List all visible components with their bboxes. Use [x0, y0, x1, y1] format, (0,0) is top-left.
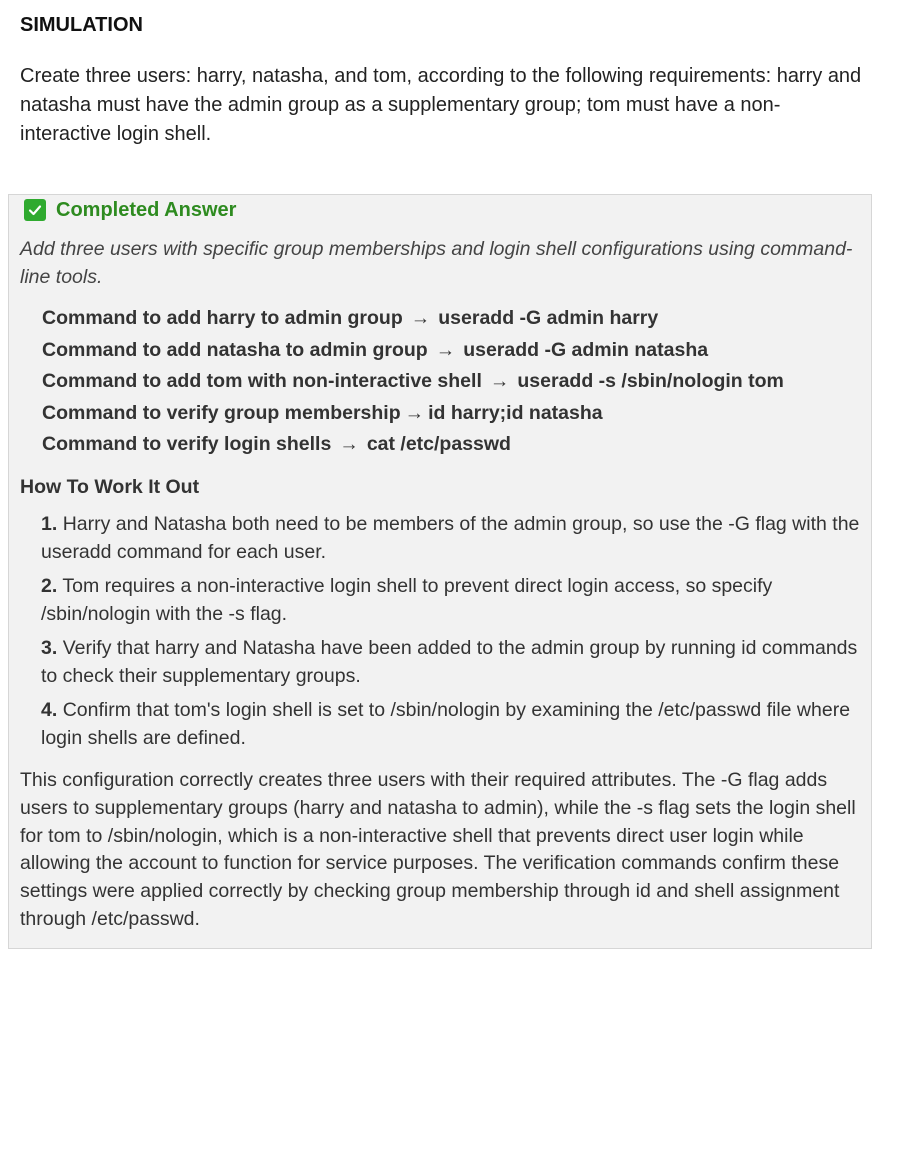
step-text: Confirm that tom's login shell is set to /sbin/nologin by examining the /etc/passwd file where login shells are defined. — [41, 699, 851, 749]
command-label: Command to add tom with non-interactive shell — [42, 370, 482, 392]
arrow-icon: → — [410, 307, 431, 329]
command-text: useradd -s /sbin/nologin tom — [517, 370, 784, 392]
command-label: Command to add natasha to admin group — [42, 338, 428, 361]
step-text: Verify that harry and Natasha have been added to the admin group by running id commands to check their supplementary groups. — [41, 637, 858, 687]
step-number: 3. — [41, 637, 58, 659]
step-text: Tom requires a non-interactive login shell to prevent direct login access, so specify /sbin/nologin with the -s flag. — [41, 575, 773, 625]
command-row — [42, 366, 784, 398]
step-item — [41, 696, 861, 752]
command-text: cat /etc/passwd — [366, 433, 511, 455]
command-label: Command to verify group membership — [42, 401, 401, 424]
command-row — [42, 303, 784, 335]
command-row — [42, 429, 784, 461]
step-number: 1. — [41, 513, 58, 535]
answer-panel — [8, 194, 872, 949]
summary-text: This configuration correctly creates three users with their required attributes. The -G flag adds users to supplementary groups (harry and natasha to admin), while the -s flag sets the login shell for tom to /sbin/nologin, which is a non-interactive shell that prevents direct user login while allowing the account to function for service purposes. The verification commands confirm these settings were applied correctly by checking group membership through id and shell assignment through /etc/passwd. — [20, 769, 856, 930]
step-number: 4. — [41, 699, 58, 721]
command-text: useradd -G admin natasha — [463, 338, 709, 361]
step-item — [41, 634, 861, 690]
steps-list — [41, 510, 861, 758]
howto-heading: How To Work It Out — [20, 476, 200, 498]
command-row — [42, 398, 784, 430]
arrow-icon: → — [339, 433, 359, 455]
command-text: id harry;id natasha — [428, 401, 603, 424]
answer-header — [24, 197, 236, 223]
command-row — [42, 335, 784, 367]
step-item — [41, 510, 861, 566]
command-label: Command to verify login shells — [42, 433, 332, 455]
command-text: useradd -G admin harry — [438, 307, 659, 329]
arrow-icon: → — [489, 370, 510, 392]
question-text: Create three users: harry, natasha, and tom, according to the following requirements: harry and natasha must have the admin group as a supplementary group; tom must have a non-interactive login shell. — [20, 65, 862, 145]
answer-title: Completed Answer — [56, 198, 237, 221]
step-number: 2. — [41, 575, 58, 597]
arrow-icon: → — [404, 401, 425, 424]
step-item — [41, 572, 861, 628]
check-box-icon — [24, 199, 46, 221]
page-heading: SIMULATION — [20, 14, 143, 36]
arrow-icon: → — [435, 338, 456, 361]
answer-intro: Add three users with specific group memberships and login shell configurations using command-line tools. — [20, 238, 853, 288]
command-list — [42, 303, 784, 461]
step-text: Harry and Natasha both need to be members of the admin group, so use the -G flag with the useradd command for each user. — [41, 513, 860, 563]
command-label: Command to add harry to admin group — [42, 307, 403, 329]
